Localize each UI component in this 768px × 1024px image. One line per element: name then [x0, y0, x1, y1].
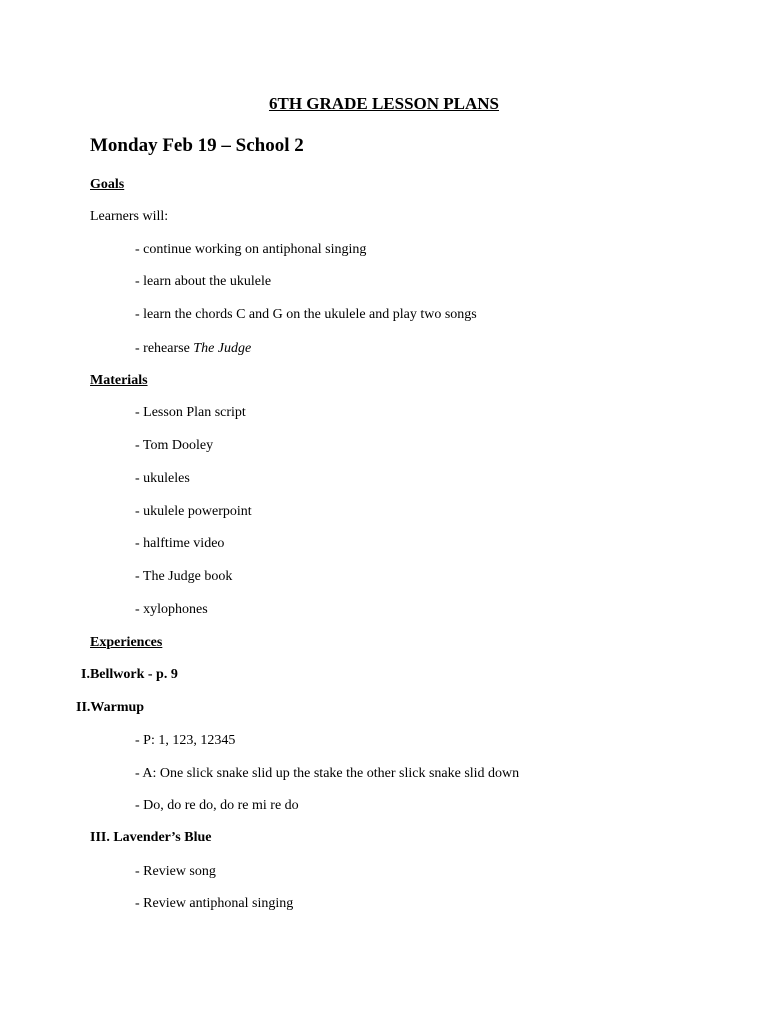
warmup-item: - A: One slick snake slid up the stake the other slick snake slid down — [135, 766, 520, 781]
goals-intro: Learners will: — [90, 209, 169, 224]
material-item: - The Judge book — [135, 569, 233, 584]
material-item: - Lesson Plan script — [135, 405, 246, 420]
section-label-lavenders-blue: III. Lavender’s Blue — [90, 830, 212, 845]
material-item: - ukulele powerpoint — [135, 504, 252, 519]
material-item: - halftime video — [135, 536, 225, 551]
lavender-item: - Review song — [135, 864, 216, 879]
section-label-warmup: II.Warmup — [76, 700, 145, 715]
warmup-item: - Do, do re do, do re mi re do — [135, 798, 299, 813]
material-item: - ukuleles — [135, 471, 190, 486]
goal-item: - learn the chords C and G on the ukulele and play two songs — [135, 307, 477, 322]
goal-item: - learn about the ukulele — [135, 274, 272, 289]
rehearse-title: The Judge — [193, 341, 252, 356]
lavender-item: - Review antiphonal singing — [135, 896, 294, 911]
experiences-heading: Experiences — [90, 635, 163, 650]
goals-heading: Goals — [90, 177, 125, 192]
materials-heading: Materials — [90, 373, 148, 388]
warmup-item: - P: 1, 123, 12345 — [135, 733, 236, 748]
material-item: - xylophones — [135, 602, 208, 617]
section-label-bellwork: I.Bellwork - p. 9 — [81, 667, 178, 682]
date-heading: Monday Feb 19 – School 2 — [90, 135, 304, 156]
goal-item-rehearse — [135, 342, 251, 356]
rehearse-prefix: - rehearse — [135, 341, 194, 356]
goal-item: - continue working on antiphonal singing — [135, 242, 367, 257]
material-item: - Tom Dooley — [135, 438, 214, 453]
document-title: 6TH GRADE LESSON PLANS — [268, 94, 500, 113]
